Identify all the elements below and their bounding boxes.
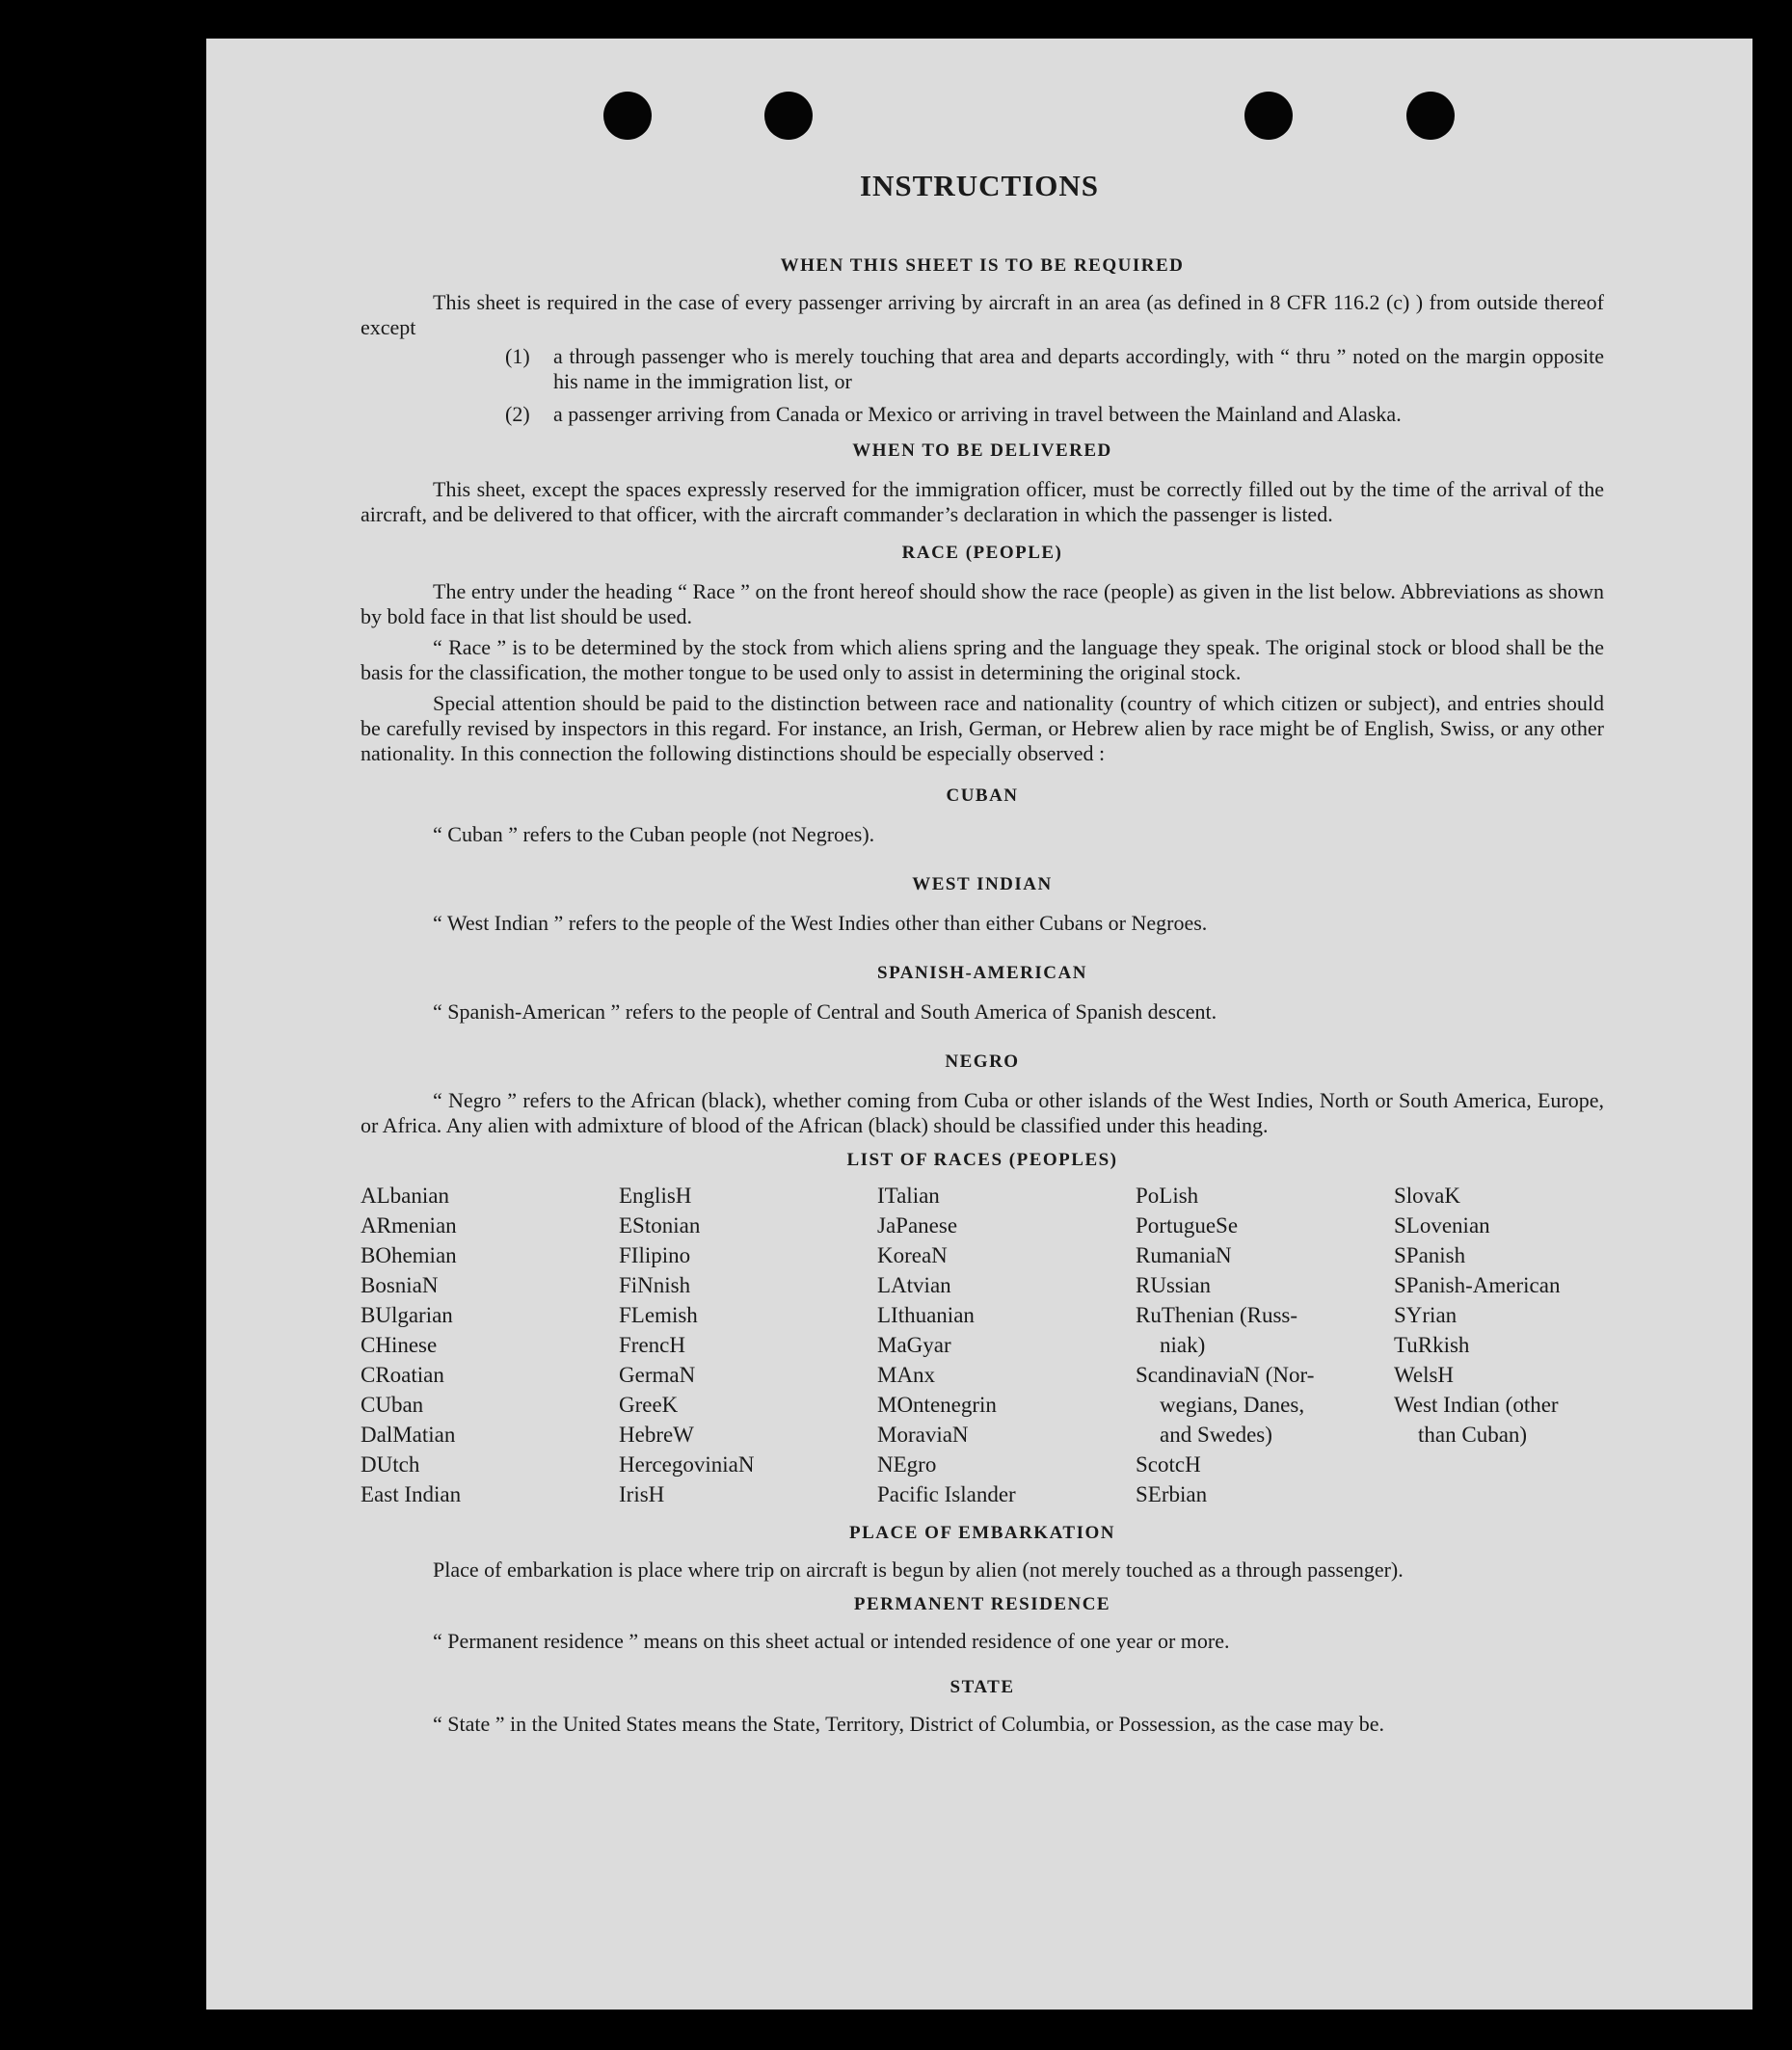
race-list-item: KoreaN: [877, 1243, 948, 1267]
race-list-item: WelsH: [1394, 1363, 1455, 1387]
race-list-item: IrisH: [619, 1482, 665, 1506]
race-list-item: SPanish: [1394, 1243, 1466, 1267]
race-list-item: FrencH: [619, 1333, 685, 1357]
race-list-item: HercegoviniaN: [619, 1452, 755, 1477]
heading-spanish-american: SPANISH-AMERICAN: [877, 963, 1087, 983]
heading-list-of-races: LIST OF RACES (PEOPLES): [846, 1150, 1118, 1170]
race-list-item: PoLish: [1136, 1184, 1199, 1208]
punch-hole: [764, 92, 813, 140]
race-list-item: RuThenian (Russ-: [1136, 1303, 1298, 1327]
race-list-item: Pacific Islander: [877, 1482, 1016, 1506]
race-list-item: RumaniaN: [1136, 1243, 1232, 1267]
race-list-item: JaPanese: [877, 1213, 958, 1238]
heading-permanent-residence: PERMANENT RESIDENCE: [853, 1594, 1111, 1614]
race-list-item: MoraviaN: [877, 1423, 969, 1447]
exception-text: a through passenger who is merely touching that area and departs accordingly, with “ thru ” noted on the margin opposite his name in the immigration list, or: [553, 344, 1604, 393]
race-list-item: ARmenian: [361, 1213, 457, 1238]
race-list-item: ScotcH: [1136, 1452, 1201, 1477]
race-list-item: LAtvian: [877, 1273, 951, 1297]
intro-paragraph: This sheet is required in the case of every passenger arriving by aircraft in an area (as defined in 8 CFR 116.2 (c) ) from outside thereof except: [361, 290, 1604, 339]
race-paragraph-3: Special attention should be paid to the distinction between race and nationality (country of which citizen or subject), and entries should be carefully revised by inspectors in this regard. For instance, an Irish, German, or Hebrew alien by race might be of English, Swiss, or any other nationality. In this connection the following distinctions should be especially observed :: [361, 691, 1604, 765]
exception-text: a passenger arriving from Canada or Mexico or arriving in travel between the Mainland and Alaska.: [553, 402, 1402, 426]
page-title: INSTRUCTIONS: [859, 169, 1099, 202]
instructions-body: [361, 217, 1604, 1737]
race-list-item: EStonian: [619, 1213, 701, 1238]
residence-paragraph: “ Permanent residence ” means on this sheet actual or intended residence of one year or more.: [433, 1629, 1230, 1653]
race-list-item: niak): [1160, 1333, 1206, 1357]
heading-when-delivered: WHEN TO BE DELIVERED: [852, 440, 1112, 461]
race-list-item: [1394, 1479, 1652, 1509]
race-list-item: SErbian: [1136, 1482, 1208, 1506]
heading-race: RACE (PEOPLE): [901, 543, 1063, 563]
state-paragraph: “ State ” in the United States means the State, Territory, District of Columbia, or Possession, as the case may be.: [433, 1712, 1385, 1736]
race-list-item: HebreW: [619, 1423, 694, 1447]
exception-number: (2): [505, 402, 530, 426]
race-list-item: GreeK: [619, 1393, 679, 1417]
race-list-item: FIlipino: [619, 1243, 691, 1267]
document-sheet: [206, 39, 1752, 2010]
race-list-item: MOntenegrin: [877, 1393, 997, 1417]
race-list-item: PortugueSe: [1136, 1213, 1239, 1238]
race-list-item: and Swedes): [1160, 1423, 1272, 1447]
race-list-item: ALbanian: [361, 1184, 449, 1208]
race-list-item: TuRkish: [1394, 1333, 1470, 1357]
race-list-item: NEgro: [877, 1452, 937, 1477]
race-paragraph-1: The entry under the heading “ Race ” on the front hereof should show the race (people) as given in the list below. Abbreviations as shown by bold face in that list should be used.: [361, 579, 1604, 628]
delivered-paragraph: This sheet, except the spaces expressly reserved for the immigration officer, must be correctly filled out by the time of the arrival of the aircraft, and be delivered to that officer, with the aircraft commander’s declaration in which the passenger is listed.: [361, 477, 1604, 526]
race-list-item: wegians, Danes,: [1160, 1393, 1305, 1417]
exception-item: [505, 402, 1604, 427]
race-list: [361, 1181, 1604, 1509]
spanish-american-paragraph: “ Spanish-American ” refers to the people of Central and South America of Spanish descent.: [433, 999, 1217, 1024]
race-list-item: CRoatian: [361, 1363, 444, 1387]
heading-negro: NEGRO: [945, 1052, 1020, 1072]
race-list-item: RUssian: [1136, 1273, 1211, 1297]
race-list-item: GermaN: [619, 1363, 696, 1387]
embarkation-paragraph: Place of embarkation is place where trip on aircraft is begun by alien (not merely touched as a through passenger).: [433, 1557, 1404, 1582]
heading-cuban: CUBAN: [946, 785, 1019, 806]
race-list-item: MAnx: [877, 1363, 936, 1387]
race-list-item: [1394, 1450, 1652, 1479]
race-list-item: East Indian: [361, 1482, 462, 1506]
race-list-item: MaGyar: [877, 1333, 951, 1357]
race-list-item: CHinese: [361, 1333, 438, 1357]
race-list-item: FiNnish: [619, 1273, 691, 1297]
punch-hole: [1406, 92, 1455, 140]
race-list-item: than Cuban): [1418, 1423, 1528, 1447]
race-list-item: BosniaN: [361, 1273, 439, 1297]
race-list-item: BUlgarian: [361, 1303, 453, 1327]
race-list-item: DUtch: [361, 1452, 420, 1477]
race-list-item: LIthuanian: [877, 1303, 975, 1327]
exception-number: (1): [505, 344, 530, 368]
punch-hole: [603, 92, 652, 140]
heading-when-required: WHEN THIS SHEET IS TO BE REQUIRED: [780, 255, 1185, 276]
race-list-item: SPanish-American: [1394, 1273, 1561, 1297]
race-list-item: SLovenian: [1394, 1213, 1490, 1238]
race-paragraph-2: “ Race ” is to be determined by the stock from which aliens spring and the language they speak. The original stock or blood shall be the basis for the classification, the mother tongue to be used only to assist in determining the original stock.: [361, 635, 1604, 684]
race-list-item: SYrian: [1394, 1303, 1458, 1327]
race-list-item: ITalian: [877, 1184, 940, 1208]
heading-west-indian: WEST INDIAN: [912, 874, 1053, 894]
race-list-item: BOhemian: [361, 1243, 457, 1267]
west-indian-paragraph: “ West Indian ” refers to the people of the West Indies other than either Cubans or Negroes.: [433, 911, 1208, 935]
race-list-item: SlovaK: [1394, 1184, 1460, 1208]
race-list-item: FLemish: [619, 1303, 698, 1327]
punch-hole: [1244, 92, 1293, 140]
negro-paragraph: “ Negro ” refers to the African (black), whether coming from Cuba or other islands of the West Indies, North or South America, Europe, or Africa. Any alien with admixture of blood of the African (black) should be classified under this heading.: [361, 1088, 1604, 1137]
exception-item: [505, 344, 1604, 394]
cuban-paragraph: “ Cuban ” refers to the Cuban people (not Negroes).: [433, 822, 875, 846]
heading-state: STATE: [949, 1677, 1015, 1697]
race-list-item: West Indian (other: [1394, 1393, 1559, 1417]
heading-embarkation: PLACE OF EMBARKATION: [849, 1523, 1115, 1543]
race-list-item: EnglisH: [619, 1184, 692, 1208]
race-list-item: ScandinaviaN (Nor-: [1136, 1363, 1315, 1387]
race-list-item: CUban: [361, 1393, 424, 1417]
race-list-item: DalMatian: [361, 1423, 456, 1447]
